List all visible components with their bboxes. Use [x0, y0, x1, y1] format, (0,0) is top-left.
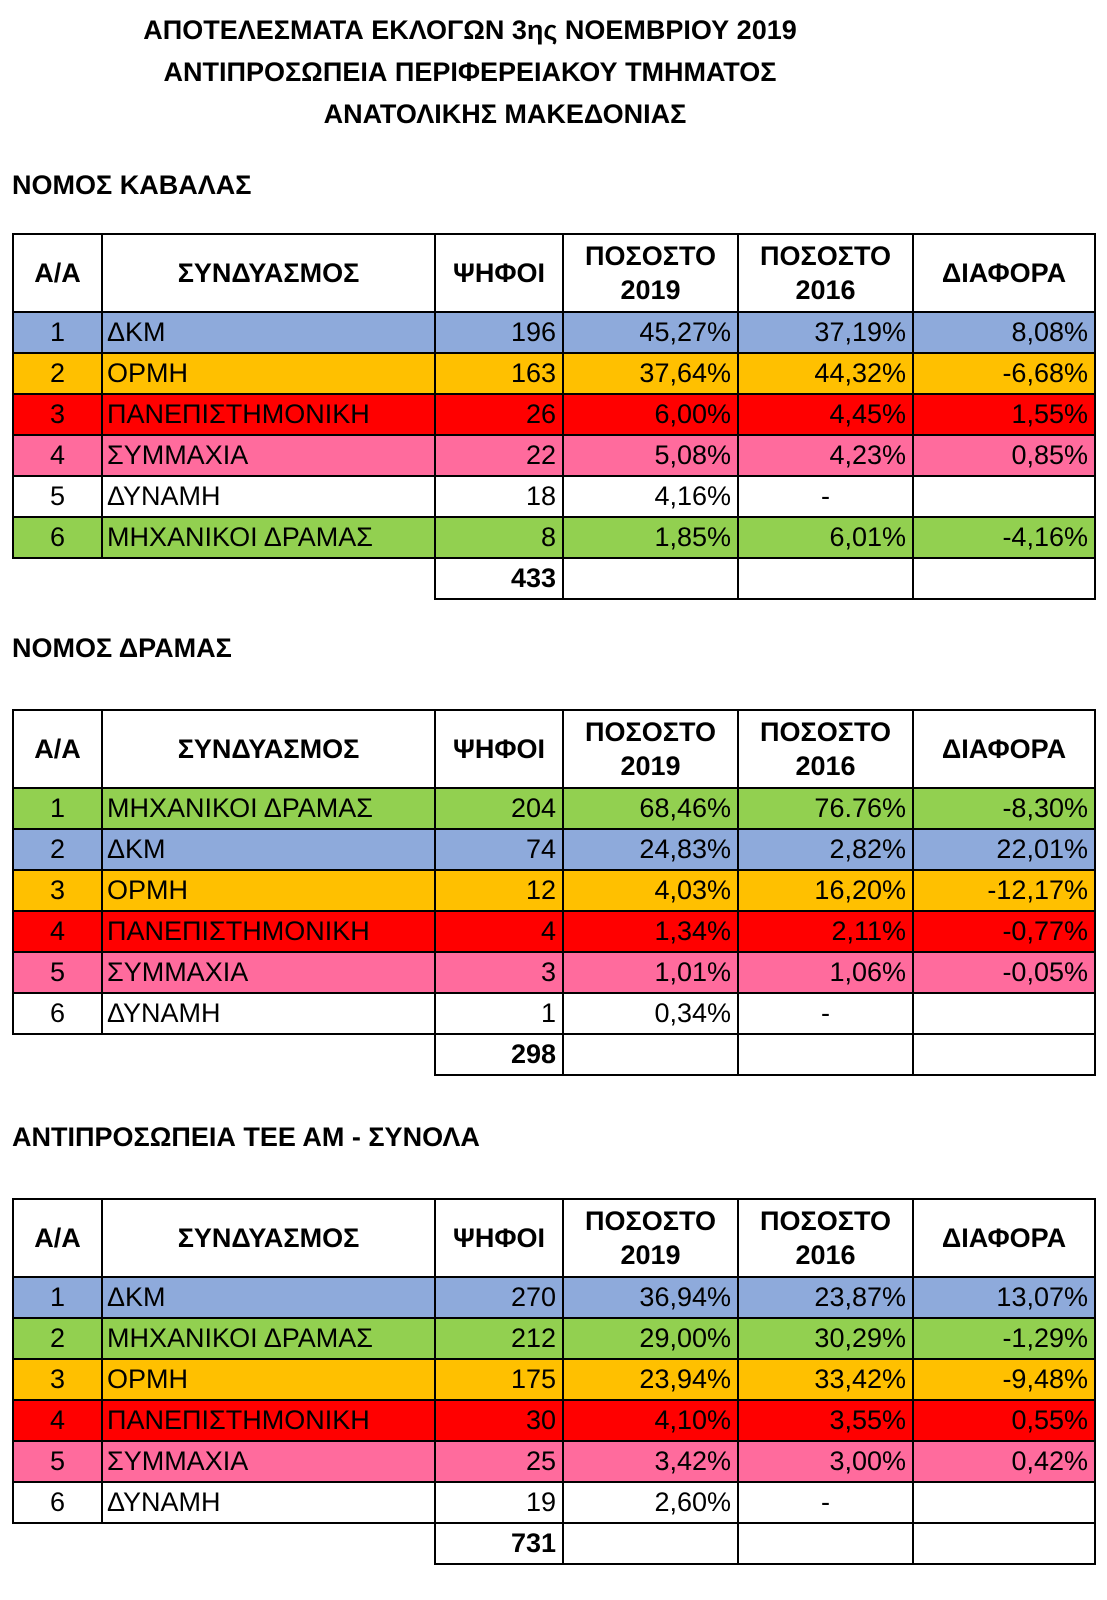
cell-diff: -9,48% — [913, 1359, 1095, 1400]
total-row — [13, 558, 1095, 599]
cell-votes: 204 — [435, 788, 563, 829]
col-header-votes: ΨΗΦΟΙ — [435, 1199, 563, 1277]
total-row — [13, 1034, 1095, 1075]
cell-votes: 3 — [435, 952, 563, 993]
cell-party: ΣΥΜΜΑΧΙΑ — [102, 952, 435, 993]
cell-diff — [913, 1482, 1095, 1523]
table-row — [13, 1277, 1095, 1318]
table-row — [13, 870, 1095, 911]
section-title-kavala: ΝΟΜΟΣ ΚΑΒΑΛΑΣ — [12, 170, 252, 200]
cell-party: ΣΥΜΜΑΧΙΑ — [102, 1441, 435, 1482]
cell-party: ΔΥΝΑΜΗ — [102, 993, 435, 1034]
cell-party: ΔΥΝΑΜΗ — [102, 476, 435, 517]
col-header-pct2016: ΠΟΣΟΣΤΟ 2016 — [738, 710, 913, 788]
total-votes: 731 — [435, 1523, 563, 1564]
cell-party: ΔΥΝΑΜΗ — [102, 1482, 435, 1523]
report-region: ΑΝΑΤΟΛΙΚΗΣ ΜΑΚΕΔΟΝΙΑΣ — [323, 99, 687, 129]
cell-pct2019: 1,85% — [563, 517, 738, 558]
total-row — [13, 1523, 1095, 1564]
cell-pct2016: 33,42% — [738, 1359, 913, 1400]
blank-cell — [13, 1523, 435, 1564]
cell-pct2019: 4,16% — [563, 476, 738, 517]
table-row — [13, 1482, 1095, 1523]
col-header-aa: Α/Α — [13, 1199, 102, 1277]
cell-rank: 3 — [13, 870, 102, 911]
col-header-party: ΣΥΝΔΥΑΣΜΟΣ — [102, 710, 435, 788]
cell-diff: 1,55% — [913, 394, 1095, 435]
report-subtitle: ΑΝΤΙΠΡΟΣΩΠΕΙΑ ΠΕΡΙΦΕΡΕΙΑΚΟΥ ΤΜΗΜΑΤΟΣ — [163, 57, 777, 87]
cell-votes: 18 — [435, 476, 563, 517]
cell-diff — [913, 993, 1095, 1034]
table-row — [13, 993, 1095, 1034]
cell-votes: 12 — [435, 870, 563, 911]
cell-pct2019: 5,08% — [563, 435, 738, 476]
cell-diff: -8,30% — [913, 788, 1095, 829]
table-row — [13, 435, 1095, 476]
cell-diff: 0,85% — [913, 435, 1095, 476]
col-header-pct2016: ΠΟΣΟΣΤΟ 2016 — [738, 234, 913, 312]
col-header-votes: ΨΗΦΟΙ — [435, 710, 563, 788]
cell-party: ΠΑΝΕΠΙΣΤΗΜΟΝΙΚΗ — [102, 394, 435, 435]
cell-rank: 2 — [13, 1318, 102, 1359]
cell-diff: -1,29% — [913, 1318, 1095, 1359]
col-header-votes: ΨΗΦΟΙ — [435, 234, 563, 312]
empty-cell — [913, 1034, 1095, 1075]
cell-party: ΠΑΝΕΠΙΣΤΗΜΟΝΙΚΗ — [102, 1400, 435, 1441]
table-header-row — [13, 234, 1095, 312]
cell-rank: 1 — [13, 312, 102, 353]
cell-diff: -12,17% — [913, 870, 1095, 911]
cell-rank: 1 — [13, 788, 102, 829]
table-row — [13, 829, 1095, 870]
cell-rank: 4 — [13, 435, 102, 476]
cell-diff — [913, 476, 1095, 517]
col-header-diff: ΔΙΑΦΟΡΑ — [913, 1199, 1095, 1277]
cell-party: ΔΚΜ — [102, 1277, 435, 1318]
total-votes: 433 — [435, 558, 563, 599]
cell-pct2019: 2,60% — [563, 1482, 738, 1523]
cell-pct2016: 3,55% — [738, 1400, 913, 1441]
cell-rank: 2 — [13, 829, 102, 870]
table-row — [13, 1400, 1095, 1441]
cell-votes: 163 — [435, 353, 563, 394]
cell-pct2016: - — [738, 1482, 913, 1523]
table-row — [13, 476, 1095, 517]
cell-pct2019: 24,83% — [563, 829, 738, 870]
cell-votes: 22 — [435, 435, 563, 476]
cell-rank: 6 — [13, 993, 102, 1034]
col-header-diff: ΔΙΑΦΟΡΑ — [913, 234, 1095, 312]
col-header-party: ΣΥΝΔΥΑΣΜΟΣ — [102, 234, 435, 312]
empty-cell — [738, 1034, 913, 1075]
cell-party: ΔΚΜ — [102, 312, 435, 353]
cell-diff: 0,42% — [913, 1441, 1095, 1482]
cell-rank: 4 — [13, 1400, 102, 1441]
cell-rank: 1 — [13, 1277, 102, 1318]
empty-cell — [563, 1034, 738, 1075]
cell-diff: -4,16% — [913, 517, 1095, 558]
cell-rank: 6 — [13, 517, 102, 558]
col-header-pct2019: ΠΟΣΟΣΤΟ 2019 — [563, 710, 738, 788]
empty-cell — [738, 558, 913, 599]
col-header-pct2016: ΠΟΣΟΣΤΟ 2016 — [738, 1199, 913, 1277]
cell-pct2016: 2,11% — [738, 911, 913, 952]
cell-pct2016: 16,20% — [738, 870, 913, 911]
cell-votes: 30 — [435, 1400, 563, 1441]
cell-rank: 3 — [13, 1359, 102, 1400]
cell-pct2016: 2,82% — [738, 829, 913, 870]
table-row — [13, 788, 1095, 829]
cell-pct2016: 30,29% — [738, 1318, 913, 1359]
cell-pct2019: 0,34% — [563, 993, 738, 1034]
cell-votes: 19 — [435, 1482, 563, 1523]
cell-rank: 2 — [13, 353, 102, 394]
col-header-aa: Α/Α — [13, 234, 102, 312]
cell-party: ΜΗΧΑΝΙΚΟΙ ΔΡΑΜΑΣ — [102, 788, 435, 829]
empty-cell — [913, 558, 1095, 599]
cell-pct2019: 1,01% — [563, 952, 738, 993]
col-header-pct2019: ΠΟΣΟΣΤΟ 2019 — [563, 234, 738, 312]
cell-votes: 8 — [435, 517, 563, 558]
cell-diff: -0,05% — [913, 952, 1095, 993]
results-table-totals — [12, 1198, 1096, 1565]
cell-pct2016: 23,87% — [738, 1277, 913, 1318]
table-row — [13, 1318, 1095, 1359]
cell-rank: 6 — [13, 1482, 102, 1523]
cell-party: ΟΡΜΗ — [102, 1359, 435, 1400]
empty-cell — [738, 1523, 913, 1564]
cell-pct2016: 44,32% — [738, 353, 913, 394]
cell-pct2019: 4,10% — [563, 1400, 738, 1441]
cell-pct2019: 4,03% — [563, 870, 738, 911]
cell-votes: 196 — [435, 312, 563, 353]
total-votes: 298 — [435, 1034, 563, 1075]
table-row — [13, 1441, 1095, 1482]
cell-rank: 5 — [13, 476, 102, 517]
table-body — [13, 1277, 1095, 1564]
cell-pct2016: 4,23% — [738, 435, 913, 476]
cell-pct2019: 36,94% — [563, 1277, 738, 1318]
table-row — [13, 394, 1095, 435]
cell-pct2016: - — [738, 476, 913, 517]
cell-rank: 5 — [13, 952, 102, 993]
table-row — [13, 952, 1095, 993]
col-header-party: ΣΥΝΔΥΑΣΜΟΣ — [102, 1199, 435, 1277]
col-header-pct2019: ΠΟΣΟΣΤΟ 2019 — [563, 1199, 738, 1277]
cell-pct2016: - — [738, 993, 913, 1034]
cell-party: ΜΗΧΑΝΙΚΟΙ ΔΡΑΜΑΣ — [102, 517, 435, 558]
col-header-diff: ΔΙΑΦΟΡΑ — [913, 710, 1095, 788]
cell-pct2019: 1,34% — [563, 911, 738, 952]
cell-party: ΠΑΝΕΠΙΣΤΗΜΟΝΙΚΗ — [102, 911, 435, 952]
cell-party: ΟΡΜΗ — [102, 870, 435, 911]
table-header-row — [13, 710, 1095, 788]
cell-pct2019: 37,64% — [563, 353, 738, 394]
section-title-totals: ΑΝΤΙΠΡΟΣΩΠΕΙΑ ΤΕΕ ΑΜ - ΣΥΝΟΛΑ — [12, 1122, 480, 1152]
col-header-aa: Α/Α — [13, 710, 102, 788]
cell-diff: 0,55% — [913, 1400, 1095, 1441]
table-body — [13, 788, 1095, 1075]
cell-rank: 5 — [13, 1441, 102, 1482]
table-row — [13, 312, 1095, 353]
cell-diff: 13,07% — [913, 1277, 1095, 1318]
table-row — [13, 353, 1095, 394]
cell-pct2016: 76.76% — [738, 788, 913, 829]
cell-party: ΔΚΜ — [102, 829, 435, 870]
cell-votes: 74 — [435, 829, 563, 870]
blank-cell — [13, 1034, 435, 1075]
cell-pct2019: 29,00% — [563, 1318, 738, 1359]
cell-diff: -0,77% — [913, 911, 1095, 952]
section-title-drama: ΝΟΜΟΣ ΔΡΑΜΑΣ — [12, 633, 232, 663]
cell-diff: -6,68% — [913, 353, 1095, 394]
cell-pct2019: 45,27% — [563, 312, 738, 353]
blank-cell — [13, 558, 435, 599]
results-table-kavala — [12, 233, 1096, 600]
cell-votes: 26 — [435, 394, 563, 435]
cell-rank: 4 — [13, 911, 102, 952]
cell-votes: 212 — [435, 1318, 563, 1359]
cell-pct2016: 37,19% — [738, 312, 913, 353]
cell-votes: 4 — [435, 911, 563, 952]
cell-pct2019: 6,00% — [563, 394, 738, 435]
cell-diff: 8,08% — [913, 312, 1095, 353]
table-header-row — [13, 1199, 1095, 1277]
cell-votes: 175 — [435, 1359, 563, 1400]
cell-pct2016: 3,00% — [738, 1441, 913, 1482]
cell-votes: 1 — [435, 993, 563, 1034]
cell-diff: 22,01% — [913, 829, 1095, 870]
cell-rank: 3 — [13, 394, 102, 435]
cell-party: ΜΗΧΑΝΙΚΟΙ ΔΡΑΜΑΣ — [102, 1318, 435, 1359]
cell-votes: 270 — [435, 1277, 563, 1318]
cell-party: ΟΡΜΗ — [102, 353, 435, 394]
table-row — [13, 1359, 1095, 1400]
cell-pct2019: 23,94% — [563, 1359, 738, 1400]
table-row — [13, 517, 1095, 558]
cell-votes: 25 — [435, 1441, 563, 1482]
table-row — [13, 911, 1095, 952]
cell-pct2019: 68,46% — [563, 788, 738, 829]
cell-party: ΣΥΜΜΑΧΙΑ — [102, 435, 435, 476]
cell-pct2019: 3,42% — [563, 1441, 738, 1482]
empty-cell — [563, 1523, 738, 1564]
empty-cell — [913, 1523, 1095, 1564]
cell-pct2016: 6,01% — [738, 517, 913, 558]
cell-pct2016: 4,45% — [738, 394, 913, 435]
cell-pct2016: 1,06% — [738, 952, 913, 993]
empty-cell — [563, 558, 738, 599]
results-table-drama — [12, 709, 1096, 1076]
table-body — [13, 312, 1095, 599]
report-title: ΑΠΟΤΕΛΕΣΜΑΤΑ ΕΚΛΟΓΩΝ 3ης ΝΟΕΜΒΡΙΟΥ 2019 — [143, 15, 797, 45]
